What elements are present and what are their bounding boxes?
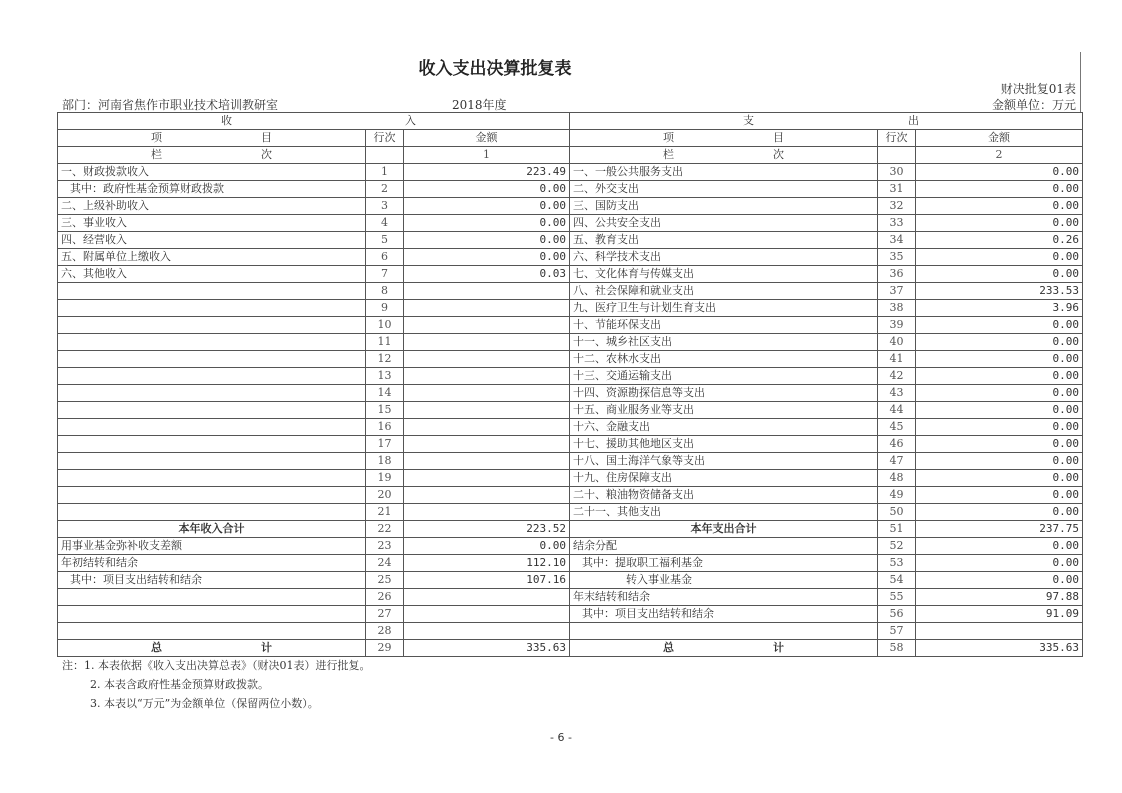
income-item: 三、事业收入	[58, 215, 366, 232]
income-item: 用事业基金弥补收支差额	[58, 538, 366, 555]
income-item: 本年收入合计	[58, 521, 366, 538]
income-item-header: 项 目	[58, 130, 366, 147]
budget-table	[57, 112, 1083, 657]
expense-item: 结余分配	[570, 538, 878, 555]
table-row	[58, 351, 1083, 368]
expense-item	[570, 623, 878, 640]
income-amount: 0.00	[404, 198, 570, 215]
expense-amount: 0.00	[916, 470, 1083, 487]
expense-item: 总 计	[570, 640, 878, 657]
income-amount	[404, 368, 570, 385]
table-row	[58, 164, 1083, 181]
expense-row-no: 49	[878, 487, 916, 504]
expense-amount: 233.53	[916, 283, 1083, 300]
income-col-number: 1	[404, 147, 570, 164]
table-row	[58, 300, 1083, 317]
income-amount	[404, 589, 570, 606]
income-row-no: 3	[366, 198, 404, 215]
income-amount: 0.00	[404, 232, 570, 249]
income-amount: 0.00	[404, 249, 570, 266]
income-row-no: 16	[366, 419, 404, 436]
income-item	[58, 487, 366, 504]
expense-amount: 0.00	[916, 181, 1083, 198]
expense-amount: 0.00	[916, 249, 1083, 266]
expense-amount: 0.00	[916, 555, 1083, 572]
income-item	[58, 589, 366, 606]
income-row-no: 25	[366, 572, 404, 589]
income-amount	[404, 487, 570, 504]
income-item: 总 计	[58, 640, 366, 657]
expense-amount: 237.75	[916, 521, 1083, 538]
expense-row-no: 43	[878, 385, 916, 402]
expense-item: 年末结转和结余	[570, 589, 878, 606]
income-amount	[404, 623, 570, 640]
table-row	[58, 368, 1083, 385]
income-row-no: 27	[366, 606, 404, 623]
table-row	[58, 419, 1083, 436]
expense-item: 十四、资源勘探信息等支出	[570, 385, 878, 402]
expense-amount: 0.00	[916, 351, 1083, 368]
header-row-1	[58, 113, 1083, 130]
income-row-no: 13	[366, 368, 404, 385]
table-row	[58, 589, 1083, 606]
income-rowno-header: 行次	[366, 130, 404, 147]
table-row	[58, 317, 1083, 334]
expense-amount: 0.00	[916, 164, 1083, 181]
income-amount	[404, 504, 570, 521]
expense-item: 二、外交支出	[570, 181, 878, 198]
income-row-no: 7	[366, 266, 404, 283]
income-amount: 335.63	[404, 640, 570, 657]
income-amount	[404, 385, 570, 402]
income-amount	[404, 436, 570, 453]
income-row-no: 2	[366, 181, 404, 198]
income-item	[58, 385, 366, 402]
expense-amount: 0.00	[916, 436, 1083, 453]
expense-row-no: 55	[878, 589, 916, 606]
income-amount	[404, 402, 570, 419]
expense-row-no: 37	[878, 283, 916, 300]
expense-col-label: 栏 次	[570, 147, 878, 164]
expense-item: 转入事业基金	[570, 572, 878, 589]
income-row-no: 9	[366, 300, 404, 317]
income-amount: 223.49	[404, 164, 570, 181]
expense-item: 十八、国土海洋气象等支出	[570, 453, 878, 470]
divider	[1080, 52, 1081, 112]
expense-item: 七、文化体育与传媒支出	[570, 266, 878, 283]
page-number: - 6 -	[550, 731, 572, 744]
income-amount	[404, 300, 570, 317]
income-row-no: 6	[366, 249, 404, 266]
header-row-2	[58, 130, 1083, 147]
income-amount	[404, 317, 570, 334]
table-row	[58, 232, 1083, 249]
expense-amount: 0.00	[916, 487, 1083, 504]
expense-row-no: 54	[878, 572, 916, 589]
income-row-no: 11	[366, 334, 404, 351]
income-item	[58, 300, 366, 317]
expense-header: 支 出	[570, 113, 1083, 130]
expense-amount	[916, 623, 1083, 640]
table-row	[58, 606, 1083, 623]
page-title: 收入支出决算批复表	[418, 59, 572, 79]
expense-row-no: 52	[878, 538, 916, 555]
expense-row-no: 50	[878, 504, 916, 521]
expense-row-no: 51	[878, 521, 916, 538]
year-label: 2018年度	[452, 98, 507, 112]
expense-amount: 0.00	[916, 572, 1083, 589]
expense-row-no: 44	[878, 402, 916, 419]
expense-amount: 0.00	[916, 198, 1083, 215]
table-row	[58, 470, 1083, 487]
income-item: 一、财政拨款收入	[58, 164, 366, 181]
expense-amount: 0.00	[916, 317, 1083, 334]
income-amount: 223.52	[404, 521, 570, 538]
expense-row-no: 32	[878, 198, 916, 215]
expense-row-no: 31	[878, 181, 916, 198]
table-row	[58, 266, 1083, 283]
expense-amount: 0.00	[916, 419, 1083, 436]
income-col-label: 栏 次	[58, 147, 366, 164]
note-2: 2. 本表含政府性基金预算财政拨款。	[90, 678, 269, 691]
income-amount	[404, 283, 570, 300]
income-row-no: 20	[366, 487, 404, 504]
expense-row-no: 57	[878, 623, 916, 640]
income-row-no: 18	[366, 453, 404, 470]
income-item	[58, 368, 366, 385]
note-3: 3. 本表以“万元”为金额单位（保留两位小数）。	[90, 697, 319, 710]
expense-amount: 0.00	[916, 385, 1083, 402]
table-row	[58, 521, 1083, 538]
expense-row-no: 56	[878, 606, 916, 623]
income-row-no: 29	[366, 640, 404, 657]
income-row-no: 21	[366, 504, 404, 521]
income-row-no: 1	[366, 164, 404, 181]
income-item	[58, 402, 366, 419]
expense-amount: 0.26	[916, 232, 1083, 249]
income-row-no: 19	[366, 470, 404, 487]
table-row	[58, 572, 1083, 589]
expense-row-no: 40	[878, 334, 916, 351]
note-1: 注：1. 本表依据《收入支出决算总表》（财决01表）进行批复。	[62, 659, 371, 672]
income-item: 其中：项目支出结转和结余	[58, 572, 366, 589]
expense-amount: 3.96	[916, 300, 1083, 317]
table-row	[58, 436, 1083, 453]
expense-row-no: 35	[878, 249, 916, 266]
income-amount: 112.10	[404, 555, 570, 572]
table-row	[58, 198, 1083, 215]
expense-item: 十三、交通运输支出	[570, 368, 878, 385]
expense-item: 其中：项目支出结转和结余	[570, 606, 878, 623]
income-row-no: 4	[366, 215, 404, 232]
table-row	[58, 538, 1083, 555]
expense-col-number: 2	[916, 147, 1083, 164]
income-item	[58, 606, 366, 623]
income-row-no: 24	[366, 555, 404, 572]
expense-item: 十九、住房保障支出	[570, 470, 878, 487]
expense-item: 二十一、其他支出	[570, 504, 878, 521]
income-row-no: 15	[366, 402, 404, 419]
table-row	[58, 640, 1083, 657]
income-item: 五、附属单位上缴收入	[58, 249, 366, 266]
income-item	[58, 419, 366, 436]
table-row	[58, 215, 1083, 232]
income-amount: 0.00	[404, 538, 570, 555]
income-amount: 0.00	[404, 215, 570, 232]
table-row	[58, 249, 1083, 266]
income-row-no: 17	[366, 436, 404, 453]
expense-amount: 0.00	[916, 402, 1083, 419]
expense-row-no: 38	[878, 300, 916, 317]
expense-item: 八、社会保障和就业支出	[570, 283, 878, 300]
expense-item: 其中：提取职工福利基金	[570, 555, 878, 572]
expense-row-no: 53	[878, 555, 916, 572]
department-label: 部门：河南省焦作市职业技术培训教研室	[62, 98, 279, 112]
income-header: 收 入	[58, 113, 570, 130]
expense-amount: 97.88	[916, 589, 1083, 606]
notes	[62, 656, 371, 713]
income-row-no: 10	[366, 317, 404, 334]
income-row-no: 12	[366, 351, 404, 368]
income-amount	[404, 334, 570, 351]
table-row	[58, 487, 1083, 504]
expense-row-no: 36	[878, 266, 916, 283]
expense-row-no: 58	[878, 640, 916, 657]
expense-row-no: 45	[878, 419, 916, 436]
table-row	[58, 504, 1083, 521]
expense-item: 九、医疗卫生与计划生育支出	[570, 300, 878, 317]
income-amount-header: 金额	[404, 130, 570, 147]
income-item	[58, 453, 366, 470]
expense-item: 十一、城乡社区支出	[570, 334, 878, 351]
income-item: 四、经营收入	[58, 232, 366, 249]
expense-rowno-header: 行次	[878, 130, 916, 147]
income-item	[58, 470, 366, 487]
income-item: 年初结转和结余	[58, 555, 366, 572]
income-amount: 0.00	[404, 181, 570, 198]
expense-item: 十二、农林水支出	[570, 351, 878, 368]
income-row-no: 22	[366, 521, 404, 538]
income-item	[58, 351, 366, 368]
income-amount	[404, 453, 570, 470]
expense-item: 二十、粮油物资储备支出	[570, 487, 878, 504]
expense-item: 五、教育支出	[570, 232, 878, 249]
table-row	[58, 623, 1083, 640]
income-amount	[404, 606, 570, 623]
income-item	[58, 436, 366, 453]
expense-amount: 0.00	[916, 266, 1083, 283]
expense-amount: 0.00	[916, 334, 1083, 351]
expense-item: 十六、金融支出	[570, 419, 878, 436]
expense-item: 一、一般公共服务支出	[570, 164, 878, 181]
expense-item: 四、公共安全支出	[570, 215, 878, 232]
table-row	[58, 181, 1083, 198]
table-row	[58, 555, 1083, 572]
income-item: 六、其他收入	[58, 266, 366, 283]
income-row-no: 14	[366, 385, 404, 402]
expense-amount: 91.09	[916, 606, 1083, 623]
expense-row-no: 33	[878, 215, 916, 232]
income-row-no: 8	[366, 283, 404, 300]
income-row-no: 26	[366, 589, 404, 606]
expense-amount: 0.00	[916, 368, 1083, 385]
unit-label: 金额单位：万元	[991, 98, 1076, 112]
expense-row-no: 39	[878, 317, 916, 334]
table-row	[58, 402, 1083, 419]
income-amount: 0.03	[404, 266, 570, 283]
expense-row-no: 34	[878, 232, 916, 249]
income-row-no: 23	[366, 538, 404, 555]
table-row	[58, 385, 1083, 402]
income-item	[58, 504, 366, 521]
expense-amount-header: 金额	[916, 130, 1083, 147]
expense-amount: 0.00	[916, 538, 1083, 555]
income-item: 其中：政府性基金预算财政拨款	[58, 181, 366, 198]
income-amount	[404, 351, 570, 368]
expense-row-no: 30	[878, 164, 916, 181]
expense-row-no: 46	[878, 436, 916, 453]
table-row	[58, 283, 1083, 300]
income-item	[58, 623, 366, 640]
income-row-no: 5	[366, 232, 404, 249]
table-row	[58, 453, 1083, 470]
expense-amount: 0.00	[916, 453, 1083, 470]
expense-amount: 0.00	[916, 215, 1083, 232]
income-item	[58, 317, 366, 334]
expense-item: 六、科学技术支出	[570, 249, 878, 266]
expense-item: 本年支出合计	[570, 521, 878, 538]
header-row-3	[58, 147, 1083, 164]
income-amount	[404, 419, 570, 436]
expense-item-header: 项 目	[570, 130, 878, 147]
expense-row-no: 42	[878, 368, 916, 385]
expense-item: 十五、商业服务业等支出	[570, 402, 878, 419]
income-item: 二、上级补助收入	[58, 198, 366, 215]
expense-item: 十、节能环保支出	[570, 317, 878, 334]
income-amount	[404, 470, 570, 487]
expense-item: 十七、援助其他地区支出	[570, 436, 878, 453]
income-amount: 107.16	[404, 572, 570, 589]
income-item	[58, 283, 366, 300]
expense-row-no: 48	[878, 470, 916, 487]
table-row	[58, 334, 1083, 351]
expense-row-no: 41	[878, 351, 916, 368]
expense-row-no: 47	[878, 453, 916, 470]
expense-item: 三、国防支出	[570, 198, 878, 215]
expense-amount: 335.63	[916, 640, 1083, 657]
form-number: 财决批复01表	[1000, 82, 1076, 96]
income-item	[58, 334, 366, 351]
expense-amount: 0.00	[916, 504, 1083, 521]
income-row-no: 28	[366, 623, 404, 640]
